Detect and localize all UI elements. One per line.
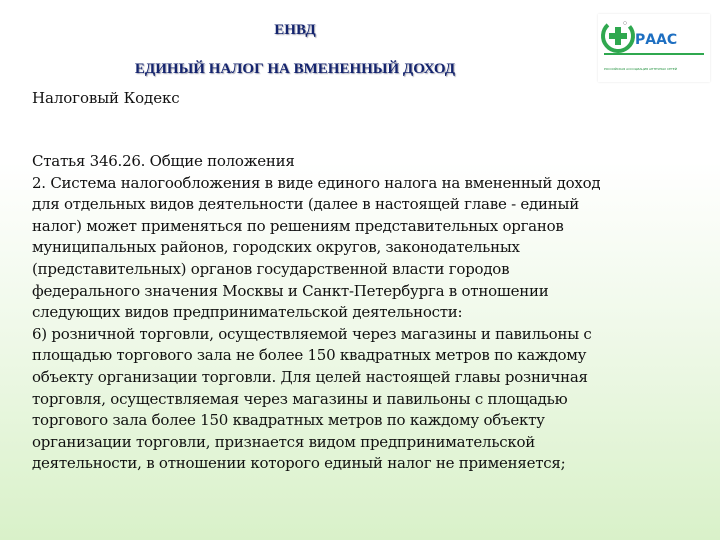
- slide-title-full: ЕДИНЫЙ НАЛОГ НА ВМЕНЕННЫЙ ДОХОД: [134, 61, 456, 77]
- logo-underline: [604, 53, 704, 55]
- article-line: 2. Система налогообложения в виде единого налога на вмененный доход: [32, 173, 601, 192]
- logo-wordmark: РААС: [635, 32, 678, 48]
- article-text: [32, 151, 672, 475]
- logo-cross-horizontal: [609, 33, 627, 39]
- article-line: торговля, осуществляемая через магазины и павильоны с площадью: [32, 389, 568, 408]
- article-line: деятельности, в отношении которого единый налог не применяется;: [32, 454, 566, 473]
- article-line: торгового зала более 150 квадратных метров по каждому объекту: [32, 411, 545, 430]
- article-line: объекту организации торговли. Для целей настоящей главы розничная: [32, 367, 588, 386]
- article-line: (представительных) органов государственной власти городов: [32, 259, 510, 278]
- article-line: площадью торгового зала не более 150 квадратных метров по каждому: [32, 346, 587, 365]
- registered-mark-icon: [624, 22, 627, 25]
- slide-title-abbreviation: ЕНВД: [274, 22, 316, 38]
- source-heading: Налоговый Кодекс: [32, 89, 180, 107]
- article-line: Статья 346.26. Общие положения: [32, 152, 295, 170]
- article-line: муниципальных районов, городских округов, законодательных: [32, 238, 520, 257]
- raas-logo: [598, 14, 710, 82]
- logo-caption: РОССИЙСКАЯ АССОЦИАЦИЯ АПТЕЧНЫХ СЕТЕЙ: [604, 67, 677, 71]
- article-line: следующих видов предпринимательской деятельности:: [32, 303, 463, 322]
- article-line: налог) может применяться по решениям представительных органов: [32, 216, 564, 235]
- article-line: федерального значения Москвы и Санкт-Петербурга в отношении: [32, 281, 549, 300]
- article-line: для отдельных видов деятельности (далее в настоящей главе - единый: [32, 195, 579, 214]
- article-line: организации торговли, признается видом предпринимательской: [32, 432, 536, 451]
- article-line: 6) розничной торговли, осуществляемой через магазины и павильоны с: [32, 324, 592, 343]
